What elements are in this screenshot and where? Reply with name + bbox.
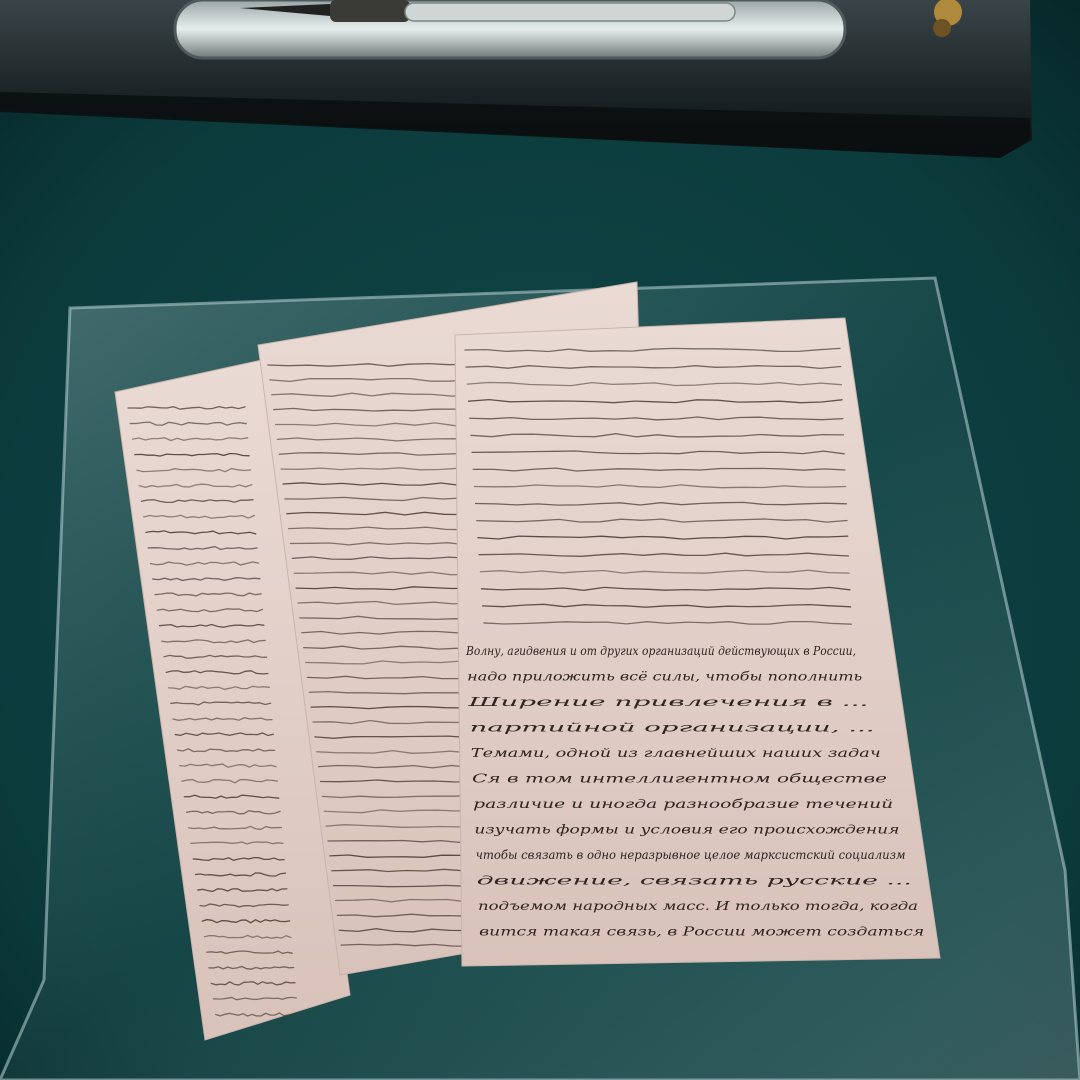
manuscript-line: вится такая связь, в России может создаться (479, 923, 925, 939)
manuscript-line: чтобы связать в одно неразрывное целое марксистский социализм (475, 847, 906, 862)
manuscript-line: Темами, одной из главнейших наших задач (470, 745, 881, 760)
manuscript-line: движение, связать русские ... (476, 872, 912, 888)
manuscript-line: подъемом народных масс. И только тогда, когда (478, 898, 918, 913)
manuscript-line: Волну, агидвения и от других организаций действующих в России, (465, 643, 857, 658)
manuscript-line: надо приложить всё силы, чтобы пополнить (467, 668, 863, 684)
manuscript-line: различие и иногда разнообразие течений (473, 796, 894, 811)
manuscript-line: Ся в том интеллигентном обществе (472, 770, 887, 786)
manuscript-line: изучать формы и условия его происхождения (474, 821, 900, 837)
manuscript-line: партийной организации, ... (469, 719, 875, 735)
manuscript-line: Ширение привлечения в ... (466, 694, 869, 709)
